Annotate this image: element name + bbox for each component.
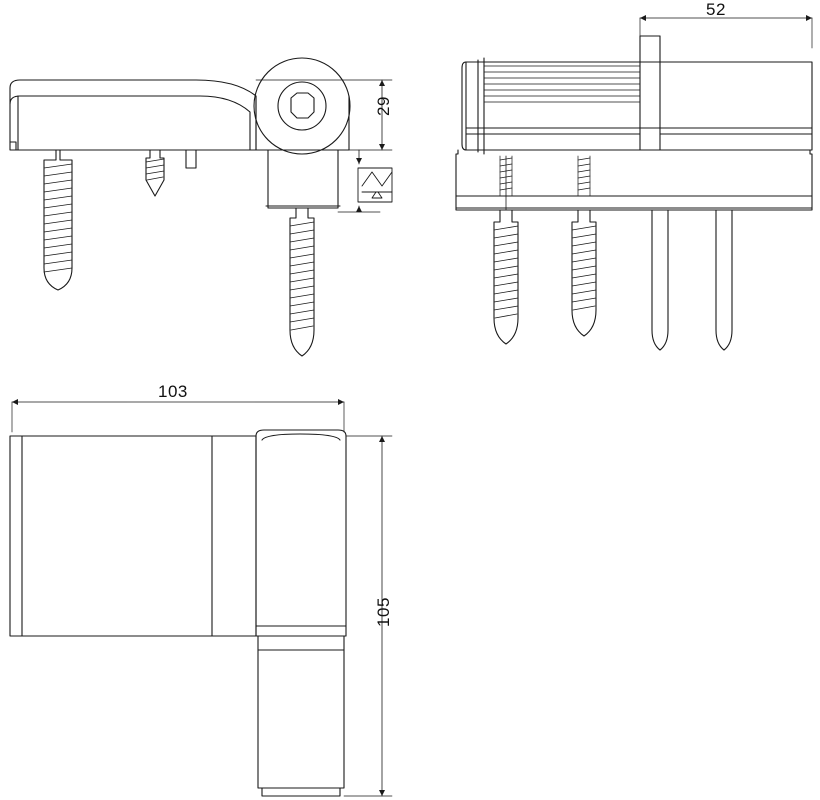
front-elevation-view bbox=[456, 15, 812, 350]
dimension-label-52: 52 bbox=[706, 0, 726, 19]
side-elevation-view bbox=[10, 58, 392, 356]
plan-view bbox=[10, 399, 392, 796]
dimension-label-105: 105 bbox=[374, 597, 393, 627]
dimension-label-103: 103 bbox=[158, 382, 188, 401]
dimension-label-29: 29 bbox=[374, 96, 393, 116]
